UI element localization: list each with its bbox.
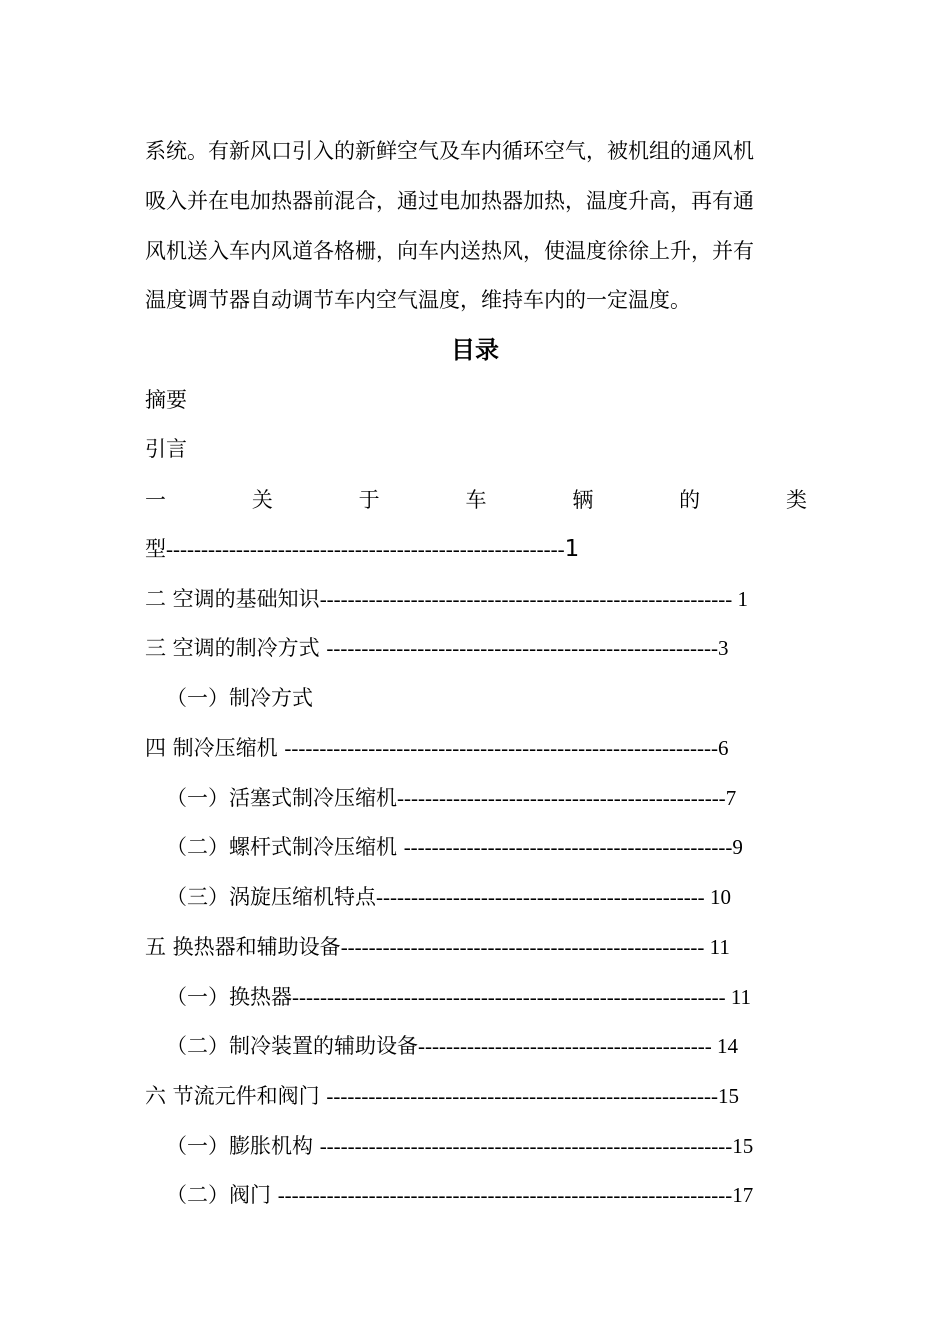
toc-ch1-dashes: --------------------------------------------------------- [166, 537, 565, 561]
toc-entry-page: 17 [732, 1183, 754, 1207]
toc-entry [166, 1131, 753, 1161]
toc-entry-page: 7 [725, 786, 737, 810]
toc-ch1-char: 一 [145, 488, 166, 512]
toc-entry-text: 二 空调的基础知识 [145, 587, 320, 611]
toc-entry-dashes: ----------------------------------------------------------- [319, 1134, 733, 1158]
toc-entry-dashes: ----------------------------------------------------------- [319, 587, 733, 611]
toc-entry [166, 683, 313, 713]
toc-ch1-char: 关 [251, 488, 273, 512]
toc-entry-page: 15 [732, 1134, 754, 1158]
toc-entry [166, 783, 736, 813]
toc-entry-dashes: ---------------------------------------------------- [340, 935, 705, 959]
toc-ch1-tail-text: 型 [145, 537, 166, 561]
toc-entry-text: （二）制冷装置的辅助设备 [166, 1034, 418, 1058]
toc-entry-dashes: ------------------------------------------ [418, 1034, 712, 1058]
toc-entry-dashes: -------------------------------------------------------- [326, 636, 718, 660]
toc-entry [166, 882, 731, 912]
paragraph-line-1: 系统。有新风口引入的新鲜空气及车内循环空气，被机组的通风机 [145, 139, 754, 163]
toc-entry-text: （三）涡旋压缩机特点 [166, 885, 376, 909]
toc-entry-text: 四 制冷压缩机 [145, 736, 285, 760]
toc-title: 目录 [451, 336, 499, 364]
toc-entry-dashes: ----------------------------------------------- [397, 786, 726, 810]
toc-entry-page: 9 [732, 835, 743, 859]
toc-entry-dashes: ----------------------------------------------------------------- [277, 1183, 733, 1207]
toc-entry-dashes: -------------------------------------------------------------- [284, 736, 718, 760]
toc-entry-text: 三 空调的制冷方式 [145, 636, 327, 660]
paragraph-line-2: 吸入并在电加热器前混合，通过电加热器加热，温度升高，再有通 [145, 189, 754, 213]
toc-entry [145, 733, 728, 763]
toc-entry-page: 15 [717, 1084, 739, 1108]
toc-entry-page: 11 [725, 985, 752, 1009]
toc-ch1-char: 辆 [572, 488, 594, 512]
toc-ch1-char: 于 [358, 488, 380, 512]
toc-ch1-char: 的 [679, 488, 701, 512]
toc-entry [145, 633, 728, 663]
toc-entry [166, 1180, 753, 1210]
toc-entry-dashes: -------------------------------------------------------------- [292, 985, 726, 1009]
toc-entry-text: （二）螺杆式制冷压缩机 [166, 835, 404, 859]
toc-entry [145, 932, 730, 962]
toc-entry-dashes: -------------------------------------------------------- [326, 1084, 718, 1108]
toc-abstract: 摘要 [145, 388, 187, 412]
toc-intro: 引言 [145, 437, 187, 461]
toc-entry [145, 1081, 739, 1111]
toc-entry [166, 832, 743, 862]
toc-entry [166, 1031, 738, 1061]
toc-entry-dashes: ----------------------------------------------- [403, 835, 733, 859]
toc-ch1-char: 车 [465, 488, 487, 512]
toc-chapter1-spread [145, 485, 807, 515]
toc-entry-text: 五 换热器和辅助设备 [145, 935, 341, 959]
toc-entry-text: （一）制冷方式 [166, 686, 313, 710]
toc-entry-text: （一）膨胀机构 [166, 1134, 320, 1158]
toc-entry-dashes: ----------------------------------------------- [376, 885, 705, 909]
toc-chapter1-tail [145, 534, 579, 564]
toc-ch1-page: 1 [564, 536, 580, 562]
toc-ch1-char: 类 [785, 488, 807, 512]
toc-entry-page: 11 [704, 935, 730, 959]
toc-entry-page: 1 [732, 587, 749, 611]
toc-entry-text: 六 节流元件和阀门 [145, 1084, 327, 1108]
toc-entry [166, 982, 751, 1012]
toc-entry-text: （一）换热器 [166, 985, 292, 1009]
toc-entry-text: （二）阀门 [166, 1183, 278, 1207]
toc-entry-page: 10 [704, 885, 731, 909]
toc-entry-page: 3 [717, 636, 729, 660]
paragraph-line-4: 温度调节器自动调节车内空气温度，维持车内的一定温度。 [145, 288, 691, 312]
toc-entry-page: 6 [717, 736, 729, 760]
paragraph-line-3: 风机送入车内风道各格栅，向车内送热风，使温度徐徐上升，并有 [145, 239, 754, 263]
toc-entry [145, 584, 748, 614]
toc-entry-page: 14 [711, 1034, 738, 1058]
toc-entry-text: （一）活塞式制冷压缩机 [166, 786, 397, 810]
